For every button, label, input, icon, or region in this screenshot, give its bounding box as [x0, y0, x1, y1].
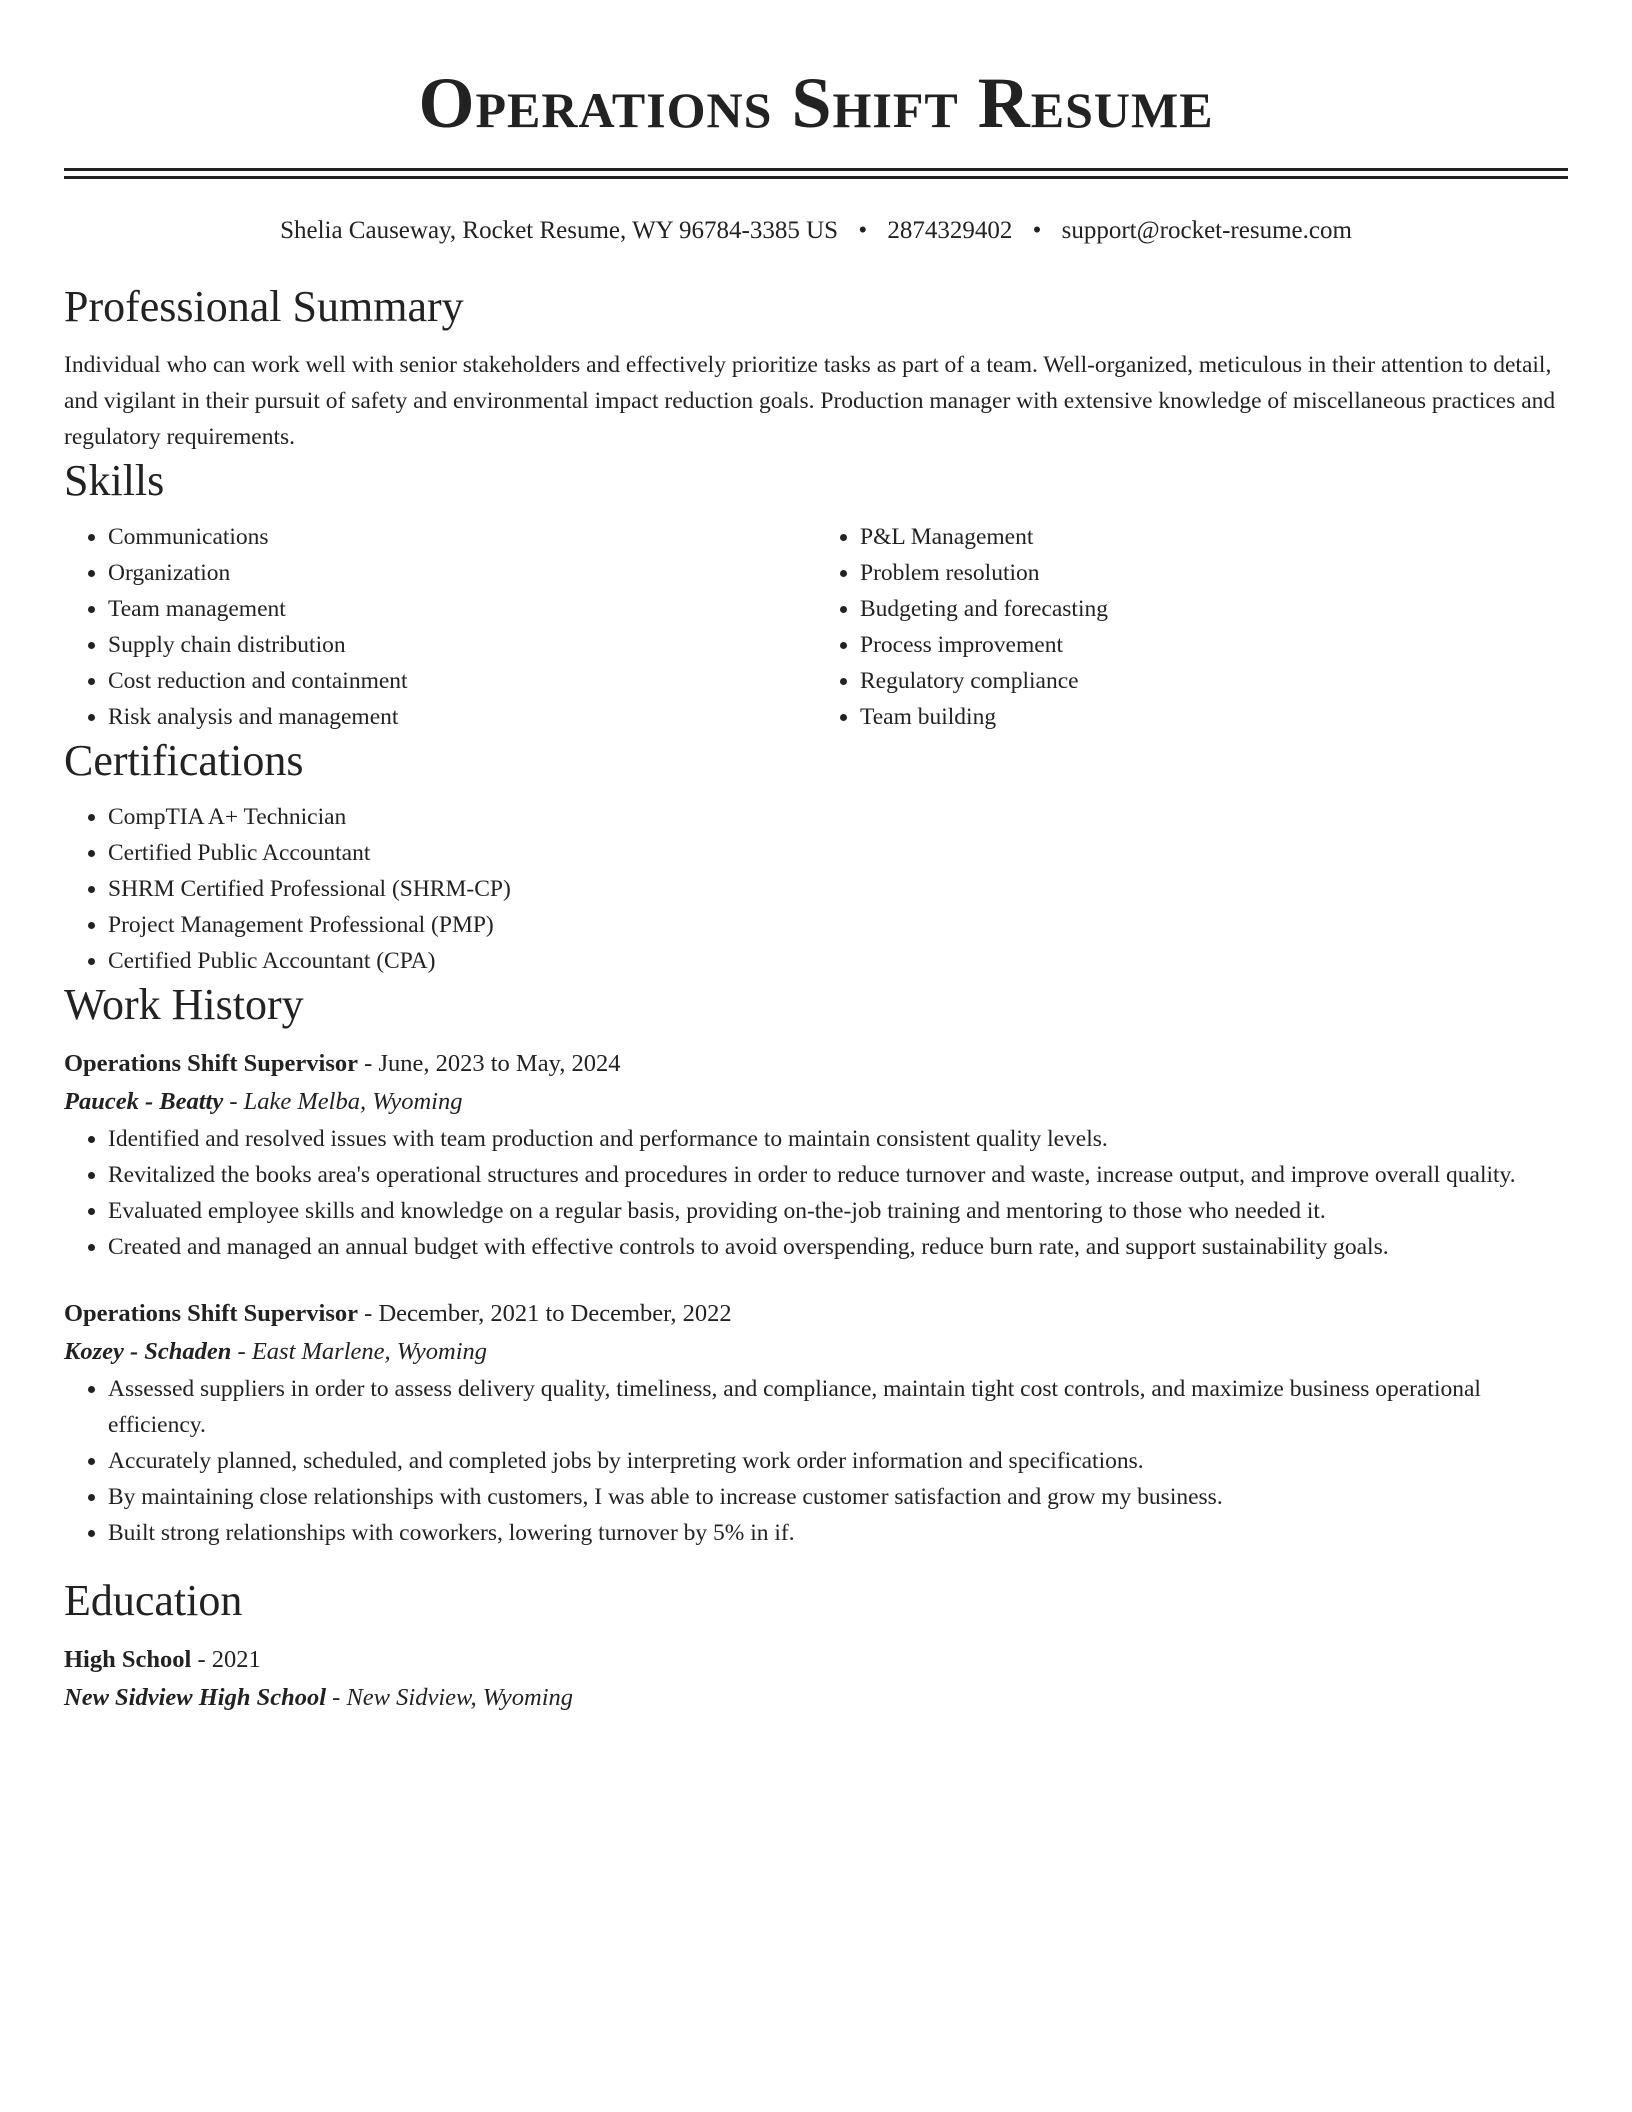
skill-item: • Cost reduction and containment — [108, 663, 816, 699]
education-entry — [64, 1641, 1568, 1717]
job-dates: - December, 2021 to December, 2022 — [358, 1300, 732, 1327]
skill-item: • Communications — [108, 519, 816, 555]
contact-separator: • — [858, 217, 868, 244]
job-entry — [64, 1045, 1568, 1265]
responsibility-item: • Created and managed an annual budget with effective controls to avoid overspending, reduce burn rate, and support sustainability goals. — [108, 1229, 1568, 1265]
degree-line — [64, 1641, 1568, 1679]
job-title: Operations Shift Supervisor — [64, 1050, 359, 1077]
certification-item: • Certified Public Accountant (CPA) — [108, 943, 1568, 979]
employer-line — [64, 1083, 1568, 1121]
skill-item: • Risk analysis and management — [108, 699, 816, 735]
certification-item: • SHRM Certified Professional (SHRM-CP) — [108, 871, 1568, 907]
contact-address: Shelia Causeway, Rocket Resume, WY 96784-3385 US — [280, 217, 839, 244]
summary-heading: Professional Summary — [64, 282, 464, 331]
certifications-heading: Certifications — [64, 736, 304, 785]
certification-item: • Certified Public Accountant — [108, 835, 1568, 871]
skill-item: • Team management — [108, 591, 816, 627]
summary-text: Individual who can work well with senior stakeholders and effectively prioritize tasks as part of a team. Well-organized, meticulous in their attention to detail, and vigilant in their pursuit of safety and environmental impact reduction goals. Production manager with extensive knowledge of miscellaneous practices and regulatory requirements. — [64, 352, 1556, 450]
skill-item: • P&L Management — [860, 519, 1568, 555]
job-title-line — [64, 1295, 1568, 1333]
school-line — [64, 1679, 1568, 1717]
job-responsibilities — [64, 1121, 1568, 1265]
skill-item: • Process improvement — [860, 627, 1568, 663]
responsibility-item: • Identified and resolved issues with team production and performance to maintain consistent quality levels. — [108, 1121, 1568, 1157]
title-double-rule — [64, 168, 1568, 179]
employer-location: - Lake Melba, Wyoming — [223, 1088, 463, 1115]
job-responsibilities — [64, 1371, 1568, 1551]
certifications-list — [64, 799, 1568, 979]
skills-heading: Skills — [64, 456, 165, 505]
contact-email: support@rocket-resume.com — [1061, 217, 1352, 244]
skill-item: • Budgeting and forecasting — [860, 591, 1568, 627]
responsibility-item: • Built strong relationships with coworkers, lowering turnover by 5% in if. — [108, 1515, 1568, 1551]
skill-item: • Supply chain distribution — [108, 627, 816, 663]
skill-item: • Team building — [860, 699, 1568, 735]
employer-location: - East Marlene, Wyoming — [231, 1338, 488, 1365]
resume-title: Operations Shift Resume — [418, 63, 1214, 143]
skills-column-left — [64, 519, 816, 735]
contact-separator: • — [1032, 217, 1042, 244]
work-history-heading: Work History — [64, 980, 304, 1029]
job-title: Operations Shift Supervisor — [64, 1300, 359, 1327]
degree: High School — [64, 1646, 192, 1673]
employer-name: Kozey - Schaden — [64, 1338, 232, 1365]
certification-item: • CompTIA A+ Technician — [108, 799, 1568, 835]
skill-item: • Problem resolution — [860, 555, 1568, 591]
contact-line — [64, 215, 1568, 247]
job-title-line — [64, 1045, 1568, 1083]
responsibility-item: • Evaluated employee skills and knowledge on a regular basis, providing on-the-job training and mentoring to those who needed it. — [108, 1193, 1568, 1229]
job-dates: - June, 2023 to May, 2024 — [358, 1050, 621, 1077]
school-location: - New Sidview, Wyoming — [326, 1684, 574, 1711]
job-entry — [64, 1295, 1568, 1551]
contact-phone: 2874329402 — [887, 217, 1013, 244]
certification-item: • Project Management Professional (PMP) — [108, 907, 1568, 943]
responsibility-item: • Revitalized the books area's operational structures and procedures in order to reduce turnover and waste, increase output, and improve overall quality. — [108, 1157, 1568, 1193]
responsibility-item: • By maintaining close relationships with customers, I was able to increase customer satisfaction and grow my business. — [108, 1479, 1568, 1515]
school-name: New Sidview High School — [64, 1684, 327, 1711]
employer-name: Paucek - Beatty — [64, 1088, 224, 1115]
skill-item: • Regulatory compliance — [860, 663, 1568, 699]
employer-line — [64, 1333, 1568, 1371]
responsibility-item: • Accurately planned, scheduled, and completed jobs by interpreting work order information and specifications. — [108, 1443, 1568, 1479]
graduation-year: - 2021 — [191, 1646, 261, 1673]
skills-list — [64, 519, 1568, 735]
responsibility-item: • Assessed suppliers in order to assess delivery quality, timeliness, and compliance, maintain tight cost controls, and maximize business operational efficiency. — [108, 1371, 1568, 1443]
education-heading: Education — [64, 1576, 243, 1625]
skill-item: • Organization — [108, 555, 816, 591]
skills-column-right — [816, 519, 1568, 735]
